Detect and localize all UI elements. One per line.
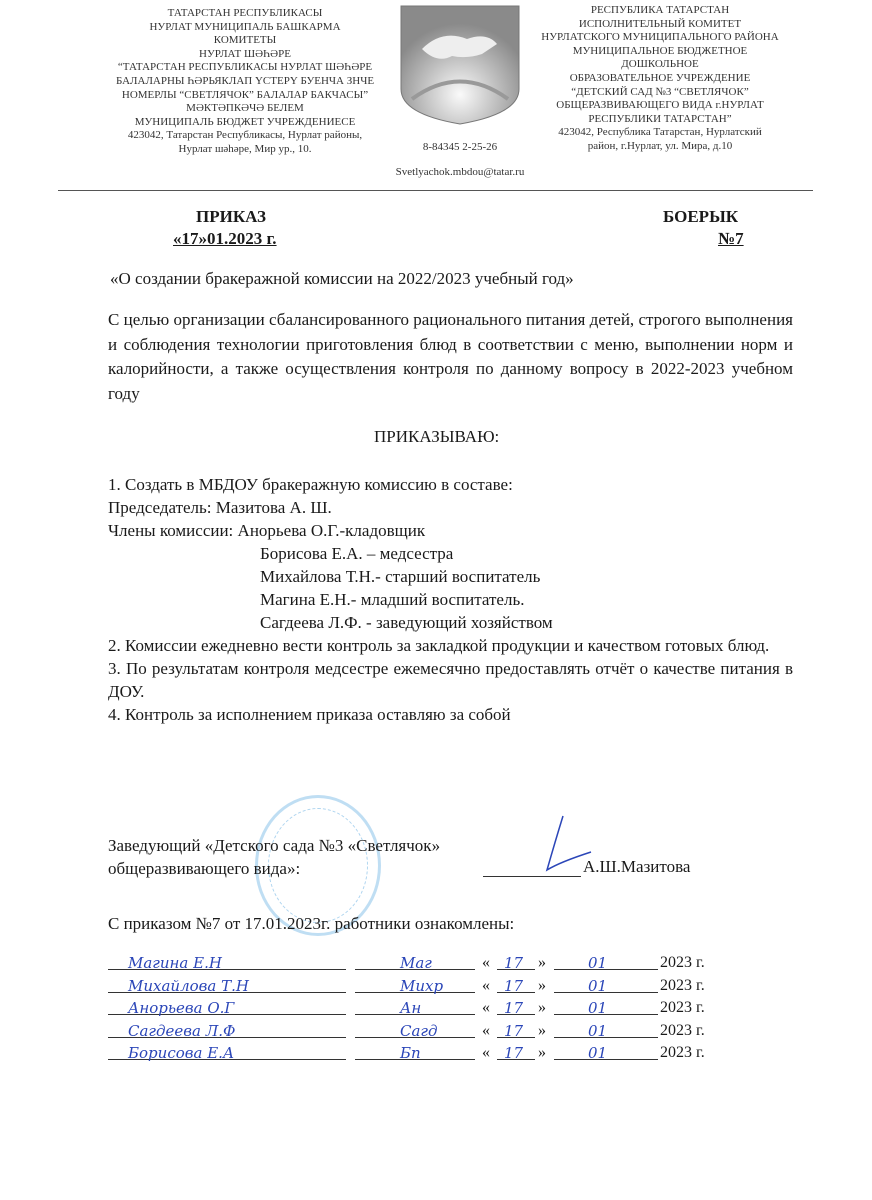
letterhead-line: ДОШКОЛЬНОЕ — [621, 58, 699, 71]
order-subject: «О создании бракеражной комиссии на 2022/2023 учебный год» — [110, 269, 574, 288]
letterhead-line: МУНИЦИПАЛЬ БЮДЖЕТ УЧРЕЖДЕНИЕСЕ — [134, 115, 356, 128]
employee-signature: Бп — [400, 1044, 421, 1062]
letterhead-line: НУРЛАТ ШӘҺӘРЕ — [199, 47, 291, 60]
item-4: 4. Контроль за исполнением приказа оставляю за собой — [108, 705, 511, 724]
signatory-position: Заведующий «Детского сада №3 «Светлячок» общеразвивающего вида»: — [108, 836, 441, 878]
letterhead-line: РЕСПУБЛИКИ ТАТАРСТАН” — [588, 112, 732, 125]
letterhead-line: 423042, Татарстан Республикасы, Нурлат районы, — [127, 129, 363, 142]
employee-signature: Маг — [400, 954, 432, 972]
ack-day: 17 — [504, 954, 524, 972]
letterhead-divider — [58, 190, 813, 191]
item-1: 1. Создать в МБДОУ бракеражную комиссию в составе: — [108, 475, 513, 494]
ack-month: 01 — [588, 976, 608, 995]
acknowledgement-row: Михайлова Т.Н Михр « 17 » 01 2023 г. — [108, 973, 728, 995]
letterhead-line: ОБРАЗОВАТЕЛЬНОЕ УЧРЕЖДЕНИЕ — [569, 71, 751, 84]
employee-name: Борисова Е.А — [128, 1044, 235, 1062]
letterhead-line: 423042, Республика Татарстан, Нурлатский — [558, 126, 762, 139]
committee-member: Борисова Е.А. – медсестра — [260, 544, 454, 563]
letterhead-right — [510, 4, 810, 154]
letterhead-line: РЕСПУБЛИКА ТАТАРСТАН — [590, 4, 730, 16]
letterhead-line: ИСПОЛНИТЕЛЬНЫЙ КОМИТЕТ — [578, 17, 742, 30]
letterhead-line: “ТАТАРСТАН РЕСПУБЛИКАСЫ НУРЛАТ ШӘҺӘРЕ — [117, 61, 373, 74]
letterhead-line: НОМЕРЛЫ “СВЕТЛЯЧОК” БАЛАЛАР БАКЧАСЫ” — [121, 88, 369, 101]
acknowledgement-row: Анорьева О.Г Ан « 17 » 01 2023 г. — [108, 995, 728, 1017]
employee-signature: Сагд — [400, 1021, 438, 1040]
ack-month: 01 — [588, 999, 608, 1017]
acknowledgement-row: Сагдеева Л.Ф Сагд « 17 » 01 2023 г. — [108, 1018, 728, 1040]
employee-name: Магина Е.Н — [128, 954, 222, 972]
signatory-name: А.Ш.Мазитова — [583, 857, 691, 876]
committee-chair: Председатель: Мазитова А. Ш. — [108, 498, 332, 517]
ack-month: 01 — [588, 1021, 608, 1040]
ack-year: 2023 г. — [660, 954, 705, 971]
order-command: ПРИКАЗЫВАЮ: — [374, 427, 500, 446]
letterhead-line: ТАТАРСТАН РЕСПУБЛИКАСЫ — [167, 7, 323, 19]
ack-year: 2023 г. — [660, 1021, 705, 1039]
ack-day: 17 — [504, 976, 524, 995]
employee-signature: Ан — [400, 999, 422, 1017]
letterhead-email[interactable]: Svetlyachok.mbdou@tatar.ru — [395, 166, 525, 178]
ack-year: 2023 г. — [660, 999, 705, 1016]
order-title-tt: БОЕРЫК — [663, 207, 739, 226]
ack-year: 2023 г. — [660, 1044, 705, 1061]
item-3: 3. По результатам контроля медсестре ежемесячно предоставлять отчёт о качестве питания в ДОУ. — [108, 659, 793, 701]
letterhead-line: НУРЛАТ МУНИЦИПАЛЬ БАШКАРМА — [149, 20, 341, 33]
letterhead-line: НУРЛАТСКОГО МУНИЦИПАЛЬНОГО РАЙОНА — [541, 31, 779, 44]
letterhead-line: “ДЕТСКИЙ САД №3 “СВЕТЛЯЧОК” — [571, 85, 749, 98]
order-number: №7 — [718, 229, 744, 248]
acknowledgement-intro: С приказом №7 от 17.01.2023г. работники ознакомлены: — [108, 914, 515, 933]
coat-of-arms-emblem — [397, 4, 523, 126]
letterhead-line: Нурлат шәһәре, Мир ур., 10. — [178, 142, 312, 155]
employee-name: Сагдеева Л.Ф — [128, 1021, 236, 1040]
committee-member: Сагдеева Л.Ф. - заведующий хозяйством — [260, 613, 553, 632]
committee-member: Магина Е.Н.- младший воспитатель. — [260, 590, 525, 609]
order-items — [108, 473, 793, 726]
employee-name: Михайлова Т.Н — [128, 976, 249, 995]
item-2: 2. Комиссии ежедневно вести контроль за закладкой продукции и качеством готовых блюд. — [108, 636, 770, 655]
letterhead-line: КОМИТЕТЫ — [213, 34, 277, 47]
ack-day: 17 — [504, 1044, 524, 1062]
ack-month: 01 — [588, 1044, 608, 1062]
letterhead-line: ОБЩЕРАЗВИВАЮЩЕГО ВИДА г.НУРЛАТ — [556, 99, 764, 112]
ack-day: 17 — [504, 999, 524, 1017]
committee-member-first: Члены комиссии: Анорьева О.Г.-кладовщик — [108, 521, 426, 540]
ack-day: 17 — [504, 1021, 524, 1040]
acknowledgement-row: Магина Е.Н Маг « 17 » 01 2023 г. — [108, 950, 728, 972]
order-preamble: С целью организации сбалансированного рационального питания детей, строгого выполнения и соблюдения технологии приготовления блюд в соответствии с меню, выполнении норм и калорийности, а также осуществления контроля по данному вопросу в 2022-2023 учебном году — [108, 310, 793, 403]
letterhead-phone: 8-84345 2-25-26 — [422, 141, 498, 153]
ack-year: 2023 г. — [660, 976, 705, 994]
employee-signature: Михр — [400, 976, 444, 995]
employee-name: Анорьева О.Г — [128, 999, 235, 1017]
letterhead-line: МУНИЦИПАЛЬНОЕ БЮДЖЕТНОЕ — [572, 44, 748, 57]
letterhead-left — [95, 7, 395, 157]
committee-member: Михайлова Т.Н.- старший воспитатель — [260, 567, 541, 586]
acknowledgement-row: Борисова Е.А Бп « 17 » 01 2023 г. — [108, 1040, 728, 1062]
ack-month: 01 — [588, 954, 608, 972]
letterhead-line: БАЛАЛАРНЫ ҺӘРЬЯКЛАП ҮСТЕРҮ БУЕНЧА ЗНЧЕ — [115, 74, 375, 87]
order-title-ru: ПРИКАЗ — [196, 207, 266, 226]
letterhead-line: район, г.Нурлат, ул. Мира, д.10 — [587, 139, 733, 152]
order-date: «17»01.2023 г. — [173, 229, 277, 248]
letterhead-line: МӘКТӘПКӘЧӘ БЕЛЕМ — [186, 102, 304, 115]
